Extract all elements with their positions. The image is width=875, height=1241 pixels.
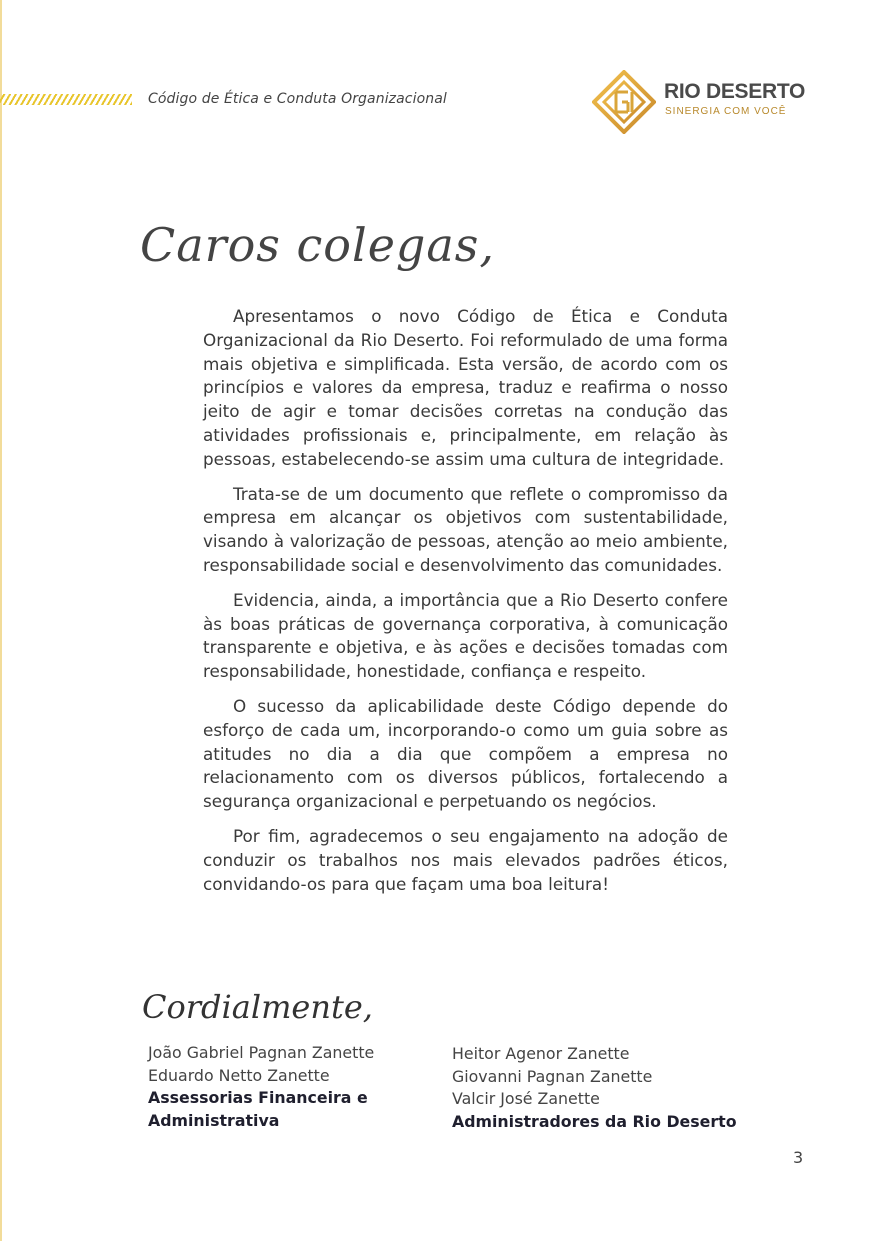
letter-paragraph: Evidencia, ainda, a importância que a Rio Deserto confere às boas práticas de governança corporativa, à comunicação transparente e objetiva, e às ações e decisões tomadas com responsabilidade, honestidade, confiança e respeito. xyxy=(203,589,728,682)
signatory-name: João Gabriel Pagnan Zanette xyxy=(148,1043,375,1062)
signatory-role: Assessorias Financeira e Administrativa xyxy=(148,1088,368,1130)
signatory-name: Eduardo Netto Zanette xyxy=(148,1065,330,1085)
logo-company-name: RIO DESERTO xyxy=(664,80,806,103)
page-edge-rule xyxy=(0,0,2,1241)
signature-block-right xyxy=(452,1043,752,1133)
signatory-name: Giovanni Pagnan Zanette xyxy=(452,1066,653,1086)
page-number: 3 xyxy=(793,1148,804,1167)
document-title: Código de Ética e Conduta Organizacional xyxy=(148,91,447,107)
signatory-name: Valcir José Zanette xyxy=(452,1089,600,1108)
logo-tagline: SINERGIA COM VOCÊ xyxy=(665,106,787,117)
letter-paragraph: Trata-se de um documento que reflete o compromisso da empresa em alcançar os objetivos com sustentabilidade, visando à valorização de pessoas, atenção ao meio ambiente, responsabilidade social e desenvolvimento das comunidades. xyxy=(203,483,728,575)
letter-paragraph: O sucesso da aplicabilidade deste Código depende do esforço de cada um, incorporando-o como um guia sobre as atitudes no dia a dia que compõem a empresa no relacionamento com os diversos públicos, fortalecendo a segurança organizacional e perpetuando os negócios. xyxy=(203,695,728,812)
signatory-name: Heitor Agenor Zanette xyxy=(452,1044,630,1063)
letter-paragraph: Apresentamos o novo Código de Ética e Conduta Organizacional da Rio Deserto. Foi reformulado de uma forma mais objetiva e simplificada. Esta versão, de acordo com os princípios e valores da empresa, traduz e reafirma o nosso jeito de agir e tomar decisões corretas na condução das atividades profissionais e, principalmente, em relação às pessoas, estabelecendo-se assim uma cultura de integridade. xyxy=(203,306,728,469)
signatory-role: Administradores da Rio Deserto xyxy=(452,1111,737,1131)
logo-mark-icon xyxy=(592,70,656,134)
letter-body xyxy=(203,305,728,907)
letter-paragraph: Por fim, agradecemos o seu engajamento na adoção de conduzir os trabalhos nos mais elevados padrões éticos, convidando-os para que façam uma boa leitura! xyxy=(203,825,728,894)
signature-block-left xyxy=(148,1042,438,1132)
letter-closing: Cordialmente, xyxy=(142,988,373,1026)
header-hatch-decoration xyxy=(0,94,132,105)
letter-greeting: Caros colegas, xyxy=(140,218,496,272)
company-logo xyxy=(592,70,812,134)
